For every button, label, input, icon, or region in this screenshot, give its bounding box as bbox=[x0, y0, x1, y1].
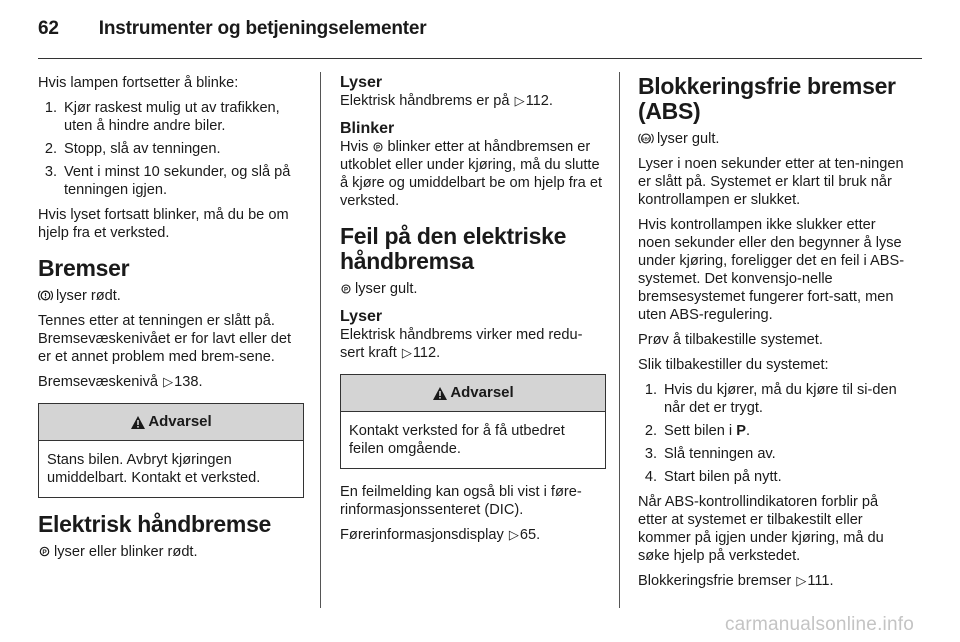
bremser-lamp-line: lyser rødt. bbox=[38, 287, 304, 305]
warning-body: Kontakt verksted for å få utbedret feilen omgående. bbox=[349, 423, 565, 457]
column-divider-right bbox=[619, 72, 620, 608]
list-item: 2. Sett bilen i P. bbox=[644, 423, 751, 439]
bremser-text: Tennes etter at tenningen er slått på. Bremsevæskenivået er for lavt eller det er et annet problem med brem-sene. bbox=[38, 313, 292, 365]
list-item: 3. Slå tenningen av. bbox=[644, 446, 776, 462]
section-title-bremser: Bremser bbox=[38, 255, 130, 281]
parking-brake-icon bbox=[372, 141, 384, 153]
blinker-text: Hvis P blinker etter at håndbremsen er utkoblet eller under kjøring, må du slutte å kjøre og umiddelbart be om hjelp fra et verksted. bbox=[340, 139, 603, 209]
section-title-feil: Feil på den elektriske håndbremsa bbox=[340, 223, 567, 274]
svg-text:P: P bbox=[376, 145, 381, 152]
svg-text:ABS: ABS bbox=[641, 136, 651, 142]
section-title-elbrems: Elektrisk håndbremse bbox=[38, 511, 272, 537]
blink-note: Hvis lyset fortsatt blinker, må du be om hjelp fra et verksted. bbox=[38, 207, 289, 241]
abs-lamp-line: ABS lyser gult. bbox=[638, 130, 908, 148]
page-ref-link[interactable]: 111. bbox=[807, 573, 834, 589]
list-item: 1. Hvis du kjører, må du kjøre til si-den når det er trygt. bbox=[644, 382, 897, 416]
warning-box bbox=[38, 403, 304, 498]
lyser-text: Elektrisk håndbrems er på ▷112. bbox=[340, 93, 553, 109]
feilmelding-text: En feilmelding kan også bli vist i føre-rinformasjonssenteret (DIC). bbox=[340, 484, 582, 518]
abs-p3: Prøv å tilbakestille systemet. bbox=[638, 332, 823, 348]
abs-p4: Slik tilbakestiller du systemet: bbox=[638, 357, 829, 373]
intro-text: Hvis lampen fortsetter å blinke: bbox=[38, 75, 239, 91]
list-item: 3. Vent i minst 10 sekunder, og slå på tenningen igjen. bbox=[44, 164, 291, 198]
watermark: carmanualsonline.info bbox=[724, 614, 914, 635]
page-ref-link[interactable]: 138. bbox=[174, 374, 203, 390]
abs-p2: Hvis kontrollampen ikke slukker etter noen sekunder eller den begynner å lyse under kjøring, foreligger det en feil i ABS-systemet. Det konvensjo-nelle bremsesystemet fungerer fort-satt, men uten ABS-regulering. bbox=[638, 217, 905, 323]
page-ref-arrow-icon: ▷ bbox=[401, 345, 412, 360]
page-ref-arrow-icon: ▷ bbox=[163, 374, 174, 389]
page-ref-link[interactable]: 112. bbox=[412, 345, 441, 361]
list-item: 4. Start bilen på nytt. bbox=[644, 469, 782, 485]
warning-triangle-icon bbox=[130, 415, 146, 430]
svg-text:P: P bbox=[343, 287, 349, 294]
svg-text:P: P bbox=[42, 549, 47, 556]
abs-icon bbox=[638, 132, 654, 145]
brake-warning-icon bbox=[38, 289, 53, 302]
blink-steps-list bbox=[38, 99, 304, 199]
page-number: 62 bbox=[38, 18, 59, 39]
header-rule bbox=[38, 58, 922, 59]
warning-box bbox=[340, 374, 606, 469]
list-item: 2. Stopp, slå av tenningen. bbox=[44, 141, 221, 157]
page-ref-arrow-icon: ▷ bbox=[508, 527, 519, 542]
page-ref-link[interactable]: 65. bbox=[519, 527, 541, 543]
abs-p1: Lyser i noen sekunder etter at ten-ningen er slått på. Systemet er klart til bruk når kontrollampen er slukket. bbox=[638, 156, 904, 208]
warning-triangle-icon bbox=[432, 386, 448, 401]
abs-ref: Blokkeringsfrie bremser ▷111. bbox=[638, 573, 834, 589]
lyser2-text: Elektrisk håndbrems virker med redu-sert kraft ▷112. bbox=[340, 327, 583, 361]
warning-header: Advarsel bbox=[39, 404, 303, 441]
reset-steps-list bbox=[638, 381, 908, 486]
subheading-blinker: Blinker bbox=[340, 120, 395, 137]
parking-brake-icon bbox=[38, 545, 51, 558]
column-3 bbox=[638, 74, 908, 597]
warning-header: Advarsel bbox=[341, 375, 605, 412]
list-item: 1. Kjør raskest mulig ut av trafikken, uten å hindre andre biler. bbox=[44, 100, 280, 134]
page-ref-link[interactable]: 112. bbox=[525, 93, 553, 109]
column-2 bbox=[340, 74, 606, 551]
chapter-title: Instrumenter og betjeningselementer bbox=[98, 18, 427, 39]
column-divider-left bbox=[320, 72, 321, 608]
page-ref-arrow-icon: ▷ bbox=[514, 93, 525, 108]
column-1 bbox=[38, 74, 304, 568]
elbrems-lamp-line: P lyser eller blinker rødt. bbox=[38, 543, 304, 561]
display-ref: Førerinformasjonsdisplay ▷65. bbox=[340, 527, 541, 543]
subheading-lyser: Lyser bbox=[340, 74, 383, 91]
subheading-lyser-2: Lyser bbox=[340, 308, 383, 325]
feil-lamp-line: P lyser gult. bbox=[340, 280, 606, 298]
bremsevaske-ref: Bremsevæskenivå ▷138. bbox=[38, 374, 203, 390]
abs-p5: Når ABS-kontrollindikatoren forblir på etter at systemet er tilbakestilt eller kommer på igjen under kjøring, må du søke hjelp på verkstedet. bbox=[638, 494, 884, 564]
parking-brake-fault-icon bbox=[340, 283, 352, 295]
page-ref-arrow-icon: ▷ bbox=[796, 573, 807, 588]
warning-body: Stans bilen. Avbryt kjøringen umiddelbart. Kontakt et verksted. bbox=[47, 452, 261, 486]
page-header bbox=[38, 18, 426, 48]
section-title-abs: Blokkeringsfrie bremser (ABS) bbox=[638, 73, 896, 124]
